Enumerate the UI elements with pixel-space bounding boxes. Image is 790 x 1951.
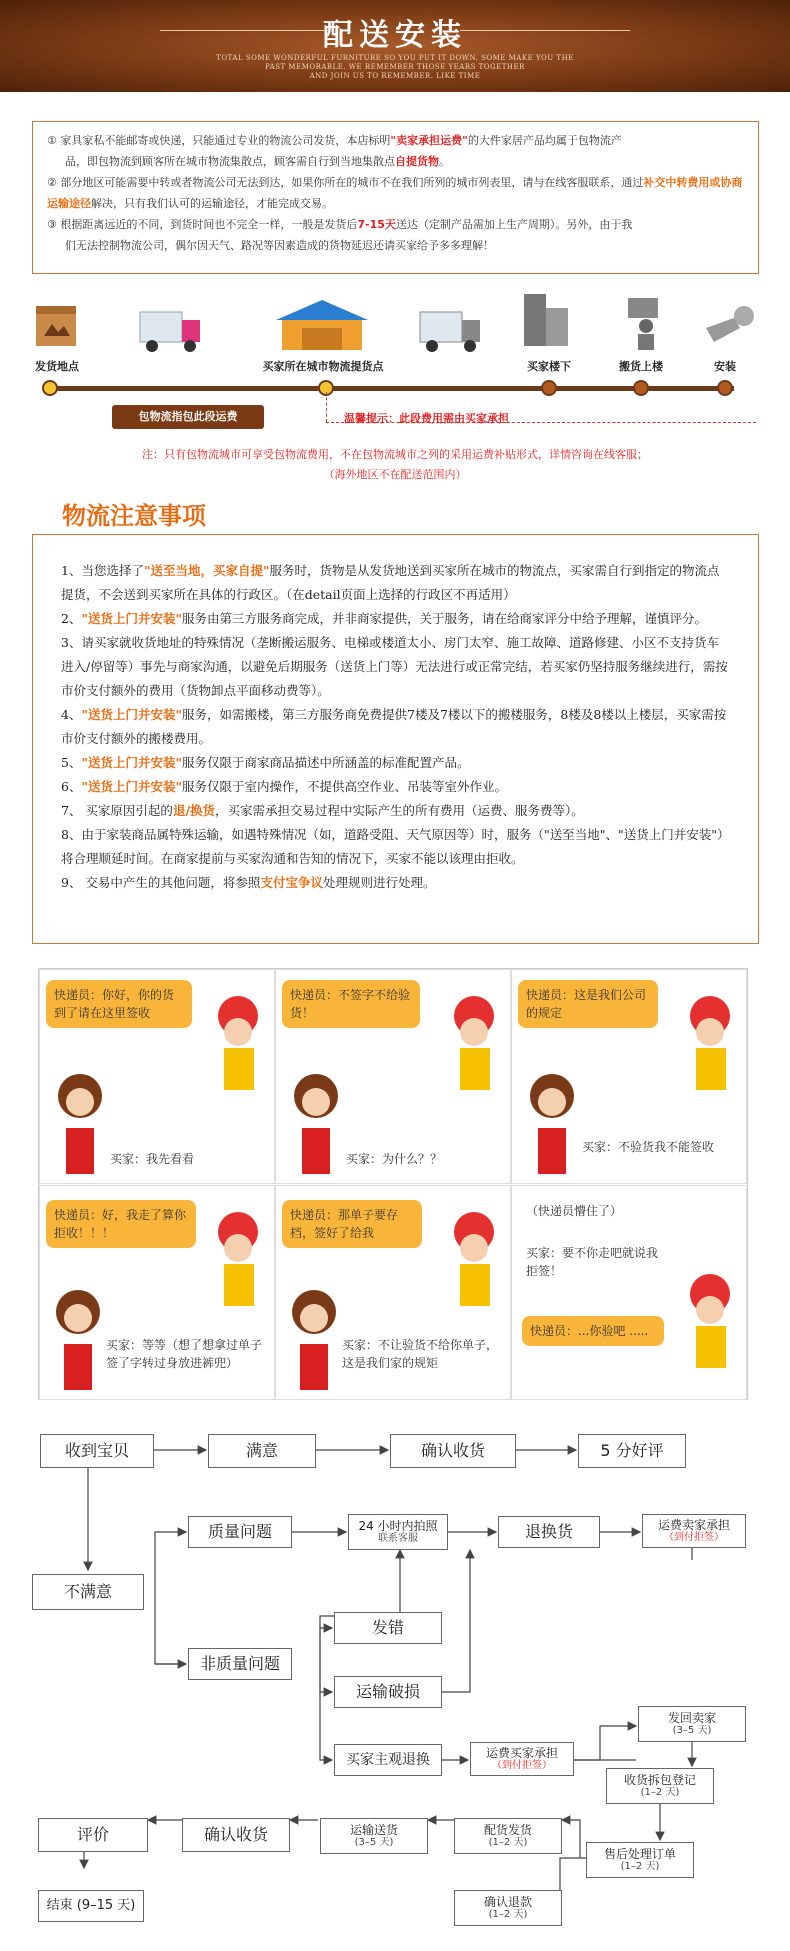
flow-subtext: (1–2 天) (640, 1787, 680, 1799)
note-7 (61, 799, 730, 823)
courier-speech: 快递员：好，我走了算你拒收！！！ (46, 1200, 196, 1248)
courier-speech: 快递员：这是我们公司的规定 (518, 980, 658, 1028)
flow-unsatisfied (32, 1574, 144, 1610)
notice-text: ① 家具家私不能邮寄或快递，只能通过专业的物流公司发货，本店标明 (47, 134, 391, 147)
note-highlight: "送货上门并安装" (81, 707, 182, 722)
flow-text: 运输破损 (355, 1682, 420, 1702)
flow-transport-damage (334, 1676, 442, 1708)
note-text: 服务由第三方服务商完成，并非商家提供，关于服务，请在给商家评分中给予理解，谨慎评分。 (181, 611, 707, 626)
buyer-figure (50, 1070, 110, 1180)
flow-text: 5 分好评 (600, 1441, 664, 1461)
flow-confirm-receipt-2 (182, 1818, 290, 1852)
flow-text: 运费卖家承担 (657, 1517, 730, 1532)
flow-text: 确认收货 (420, 1441, 485, 1461)
flow-subtext: (3–5 天) (354, 1837, 394, 1849)
flow-text: 24 小时内拍照 (358, 1518, 438, 1533)
flow-return-exchange (498, 1516, 600, 1548)
buyer-speech: 买家：我先看看 (110, 1152, 195, 1166)
notice-text: ② 部分地区可能需要中转或者物流公司无法到达，如果你所在的城市不在我们所列的城市列表里，请与在线客服联系，通过 (47, 176, 644, 189)
covered-segment-label: 包物流指包此段运费 (112, 405, 264, 429)
courier-figure (210, 988, 270, 1098)
flow-quality-issue (188, 1516, 292, 1548)
courier-speech: 快递员：...你验吧 ..... (522, 1316, 664, 1346)
note-text: 2、 (61, 611, 82, 626)
courier-figure (446, 1204, 506, 1314)
logistics-notes (32, 534, 759, 944)
flow-subtext: (1–2 天) (488, 1909, 528, 1921)
note-highlight: "送货上门并安装" (81, 779, 182, 794)
flow-subtext: (3–5 天) (672, 1725, 712, 1737)
flow-subtext: (1–2 天) (488, 1837, 528, 1849)
courier-speech: 快递员：那单子要存档，签好了给我 (282, 1200, 422, 1248)
notice-text: 。 (439, 155, 450, 168)
buyer-speech: 买家：不让验货不给你单子，这是我们家的规矩 (342, 1338, 499, 1370)
note-text: 6、 (61, 779, 82, 794)
buyer-speech: 买家：等等（想了想拿过单子签了字转过身放进裤兜） (106, 1338, 263, 1370)
flow-after-sale (586, 1842, 694, 1878)
flow-text: 退换货 (524, 1522, 573, 1542)
comic-panel (275, 969, 511, 1184)
banner-subtitle-line: AND JOIN US TO REMEMBER. LIKE TIME (309, 72, 481, 80)
building-icon (516, 290, 576, 350)
flow-satisfied (208, 1434, 316, 1468)
flow-subtext: （到付拒签） (664, 1532, 724, 1544)
note-highlight: "送至当地，买家自提" (143, 563, 270, 578)
flow-buyer-subjective (334, 1744, 442, 1776)
flow-non-quality-issue (188, 1648, 292, 1680)
comic-panel (511, 1185, 747, 1400)
flow-text: 确认收货 (203, 1825, 268, 1845)
note-text: 4、 (61, 707, 82, 722)
notice-text: ③ 根据距离远近的不同，到货时间也不完全一样，一般是发货后 (47, 218, 358, 231)
process-track (48, 386, 734, 391)
buyer-speech: 买家：为什么？？ (346, 1152, 443, 1166)
notice-text: 品，即包物流到顾客所在城市物流集散点，顾客需自行到当地集散点 (65, 155, 395, 168)
buyer-figure (284, 1286, 344, 1396)
buyer-speech: 买家：要不你走吧就说我拒签！ (526, 1246, 659, 1278)
flow-subtext: 联系客服 (378, 1533, 418, 1545)
note-highlight: "送货上门并安装" (81, 755, 182, 770)
note-6 (61, 775, 730, 799)
buyer-figure (522, 1070, 582, 1180)
notice-text: 送达（定制产品需加上生产周期）。另外，由于我 (395, 218, 633, 231)
flow-text: 买家主观退换 (346, 1751, 430, 1768)
step-dot (541, 380, 557, 396)
note-9 (61, 871, 730, 895)
comic-panel (511, 969, 747, 1184)
comic-strip (38, 968, 748, 1400)
comic-panel (39, 1185, 275, 1400)
note-text: 9、 交易中产生的其他问题，将参照 (61, 875, 261, 890)
note-text: 1、当您选择了 (61, 563, 144, 578)
notice-item-3 (47, 214, 744, 256)
wrench-icon (700, 298, 760, 350)
flow-wrong-item (334, 1612, 442, 1644)
step-dot (633, 380, 649, 396)
note-text: 服务仅限于商家商品描述中所涵盖的标准配置产品。 (181, 755, 470, 770)
courier-figure (446, 988, 506, 1098)
note-1 (61, 559, 730, 607)
truck-icon (138, 306, 204, 358)
notice-item-2 (47, 172, 744, 214)
flow-text: 发回卖家 (667, 1710, 716, 1725)
flow-text: 配货发货 (483, 1822, 532, 1837)
overseas-note: （海外地区不在配送范围内） (323, 468, 467, 481)
flow-subtext: (1–2 天) (620, 1861, 660, 1873)
step-label-origin: 发货地点 (35, 360, 79, 373)
flow-text: 评价 (76, 1825, 109, 1845)
flow-text: 发错 (371, 1618, 404, 1638)
note-3: 3、请买家就收货地址的特殊情况（垄断搬运服务、电梯或楼道太小、房门太窄、施工故障、道路修建、小区不支持货车进入/停留等）事先与商家沟通，以避免后期服务（送货上门等）无法进行或正常完结，若买家仍坚持服务继续进行，需按市价支付额外的费用（货物卸点平面移动费等）。 (61, 635, 728, 698)
flow-text: 结束 (9–15 天) (46, 1898, 136, 1914)
notice-highlight: 补交中转费用或协商运输途径 (47, 176, 743, 210)
step-dot (717, 380, 733, 396)
notice-highlight: 自提货物 (395, 155, 439, 168)
courier-figure (210, 1204, 270, 1314)
note-5 (61, 751, 730, 775)
courier-figure (682, 988, 742, 1098)
flow-text: 满意 (245, 1441, 278, 1461)
banner-subtitle-line: PAST MEMORABLE. WE REMEMBER THOSE YEARS TOGETHER (265, 63, 525, 71)
notice-text: 的大件家居产品均属于包物流产 (467, 134, 622, 147)
section-title: 物流注意事项 (62, 502, 206, 530)
note-text: ，买家需承担交易过程中实际产生的所有费用（运费、服务费等）。 (215, 803, 584, 818)
notice-text: 们无法控制物流公司，偶尔因天气、路况等因素造成的货物延迟还请买家给予多多理解！ (65, 239, 494, 252)
banner-subtitle (0, 54, 790, 81)
courier-speech: 快递员：你好，你的货到了请在这里签收 (46, 980, 192, 1028)
flow-text: 不满意 (63, 1582, 112, 1602)
flow-text: 确认退款 (483, 1894, 532, 1909)
note-text: 服务仅限于室内操作，不提供高空作业、吊装等室外作业。 (181, 779, 507, 794)
narration: （快递员懵住了） (526, 1204, 623, 1218)
step-label-install: 安装 (714, 360, 736, 373)
flow-text: 收货拆包登记 (623, 1772, 696, 1787)
flow-dispatch (454, 1818, 562, 1854)
flow-seller-pays (642, 1514, 746, 1548)
flow-subtext: （到付拒签） (492, 1760, 552, 1772)
flow-confirm-refund (454, 1890, 562, 1926)
flow-send-back (638, 1706, 746, 1742)
flow-text: 非质量问题 (199, 1654, 280, 1674)
note-text: 5、 (61, 755, 82, 770)
flow-transport (320, 1818, 428, 1854)
flow-confirm-receipt (390, 1434, 516, 1468)
banner-subtitle-line: TOTAL SOME WONDERFUL FURNITURE SO YOU PUT IT DOWN, SOME MAKE YOU THE (216, 54, 574, 62)
buyer-figure (286, 1070, 346, 1180)
cost-tip: 温馨提示：此段费用需由买家承担 (344, 412, 509, 425)
coverage-note: 注：只有包物流城市可享受包物流费用，不在包物流城市之列的采用运费补贴形式，详情咨询在线客服； (142, 448, 648, 461)
warehouse-icon (272, 296, 372, 354)
shipping-notice (32, 121, 759, 274)
flow-text: 收到宝贝 (64, 1441, 129, 1461)
note-highlight: "送货上门并安装" (81, 611, 182, 626)
flow-review (38, 1818, 148, 1852)
courier-speech: 快递员：不签字不给验货！ (282, 980, 420, 1028)
flow-five-star (578, 1434, 686, 1468)
note-text: 服务时，货物是从发货地送到买家所在城市的物流点，买家需自行到指定的物流点提货，不会送到买家所在具体的行政区。（在detail页面上选择的行政区不再适用） (61, 563, 720, 602)
step-label-downstairs: 买家楼下 (527, 360, 571, 373)
comic-panel (275, 1185, 511, 1400)
box-icon (30, 300, 90, 352)
note-text: 7、 买家原因引起的 (61, 803, 173, 818)
worker-carry-icon (618, 294, 674, 352)
dashed-divider (326, 392, 327, 422)
truck-icon (418, 306, 484, 358)
notice-highlight: "卖家承担运费" (390, 134, 468, 147)
buyer-speech: 买家：不验货我不能签收 (582, 1140, 715, 1154)
note-text: 处理规则进行处理。 (322, 875, 436, 890)
flow-text: 运费买家承担 (485, 1745, 558, 1760)
note-2 (61, 607, 730, 631)
note-text: 服务，如需搬楼，第三方服务商免费提供7楼及7楼以下的搬楼服务，8楼及8楼以上楼层，买家需按市价支付额外的搬楼费用。 (61, 707, 727, 746)
notice-item-1 (47, 130, 744, 172)
note-highlight: 退/换货 (172, 803, 216, 818)
step-label-pickup-point: 买家所在城市物流提货点 (262, 360, 384, 373)
flow-register (606, 1768, 714, 1804)
flow-text: 质量问题 (207, 1522, 272, 1542)
flow-received (40, 1434, 154, 1468)
page-title: 配送安装 (323, 18, 467, 53)
flow-text: 运输送货 (349, 1822, 398, 1837)
flow-end (38, 1890, 144, 1922)
flow-photo (348, 1514, 448, 1550)
flow-buyer-pays (470, 1742, 574, 1776)
notice-highlight: 7-15天 (357, 218, 396, 231)
note-8: 8、由于家装商品属特殊运输，如遇特殊情况（如，道路受阻、天气原因等）时，服务（"送至当地"、"送货上门并安装"）将合理顺延时间。在商家提前与买家沟通和告知的情况下，买家不能以该理由拒收。 (61, 827, 730, 866)
comic-panel (39, 969, 275, 1184)
step-label-upstairs: 搬货上楼 (619, 360, 663, 373)
buyer-figure (48, 1286, 108, 1396)
note-4 (61, 703, 730, 751)
note-highlight: 支付宝争议 (260, 875, 323, 890)
courier-figure (682, 1266, 742, 1376)
step-dot (42, 380, 58, 396)
flow-text: 售后处理订单 (603, 1846, 676, 1861)
notice-text: 解决，只有我们认可的运输途径，才能完成交易。 (91, 197, 333, 210)
